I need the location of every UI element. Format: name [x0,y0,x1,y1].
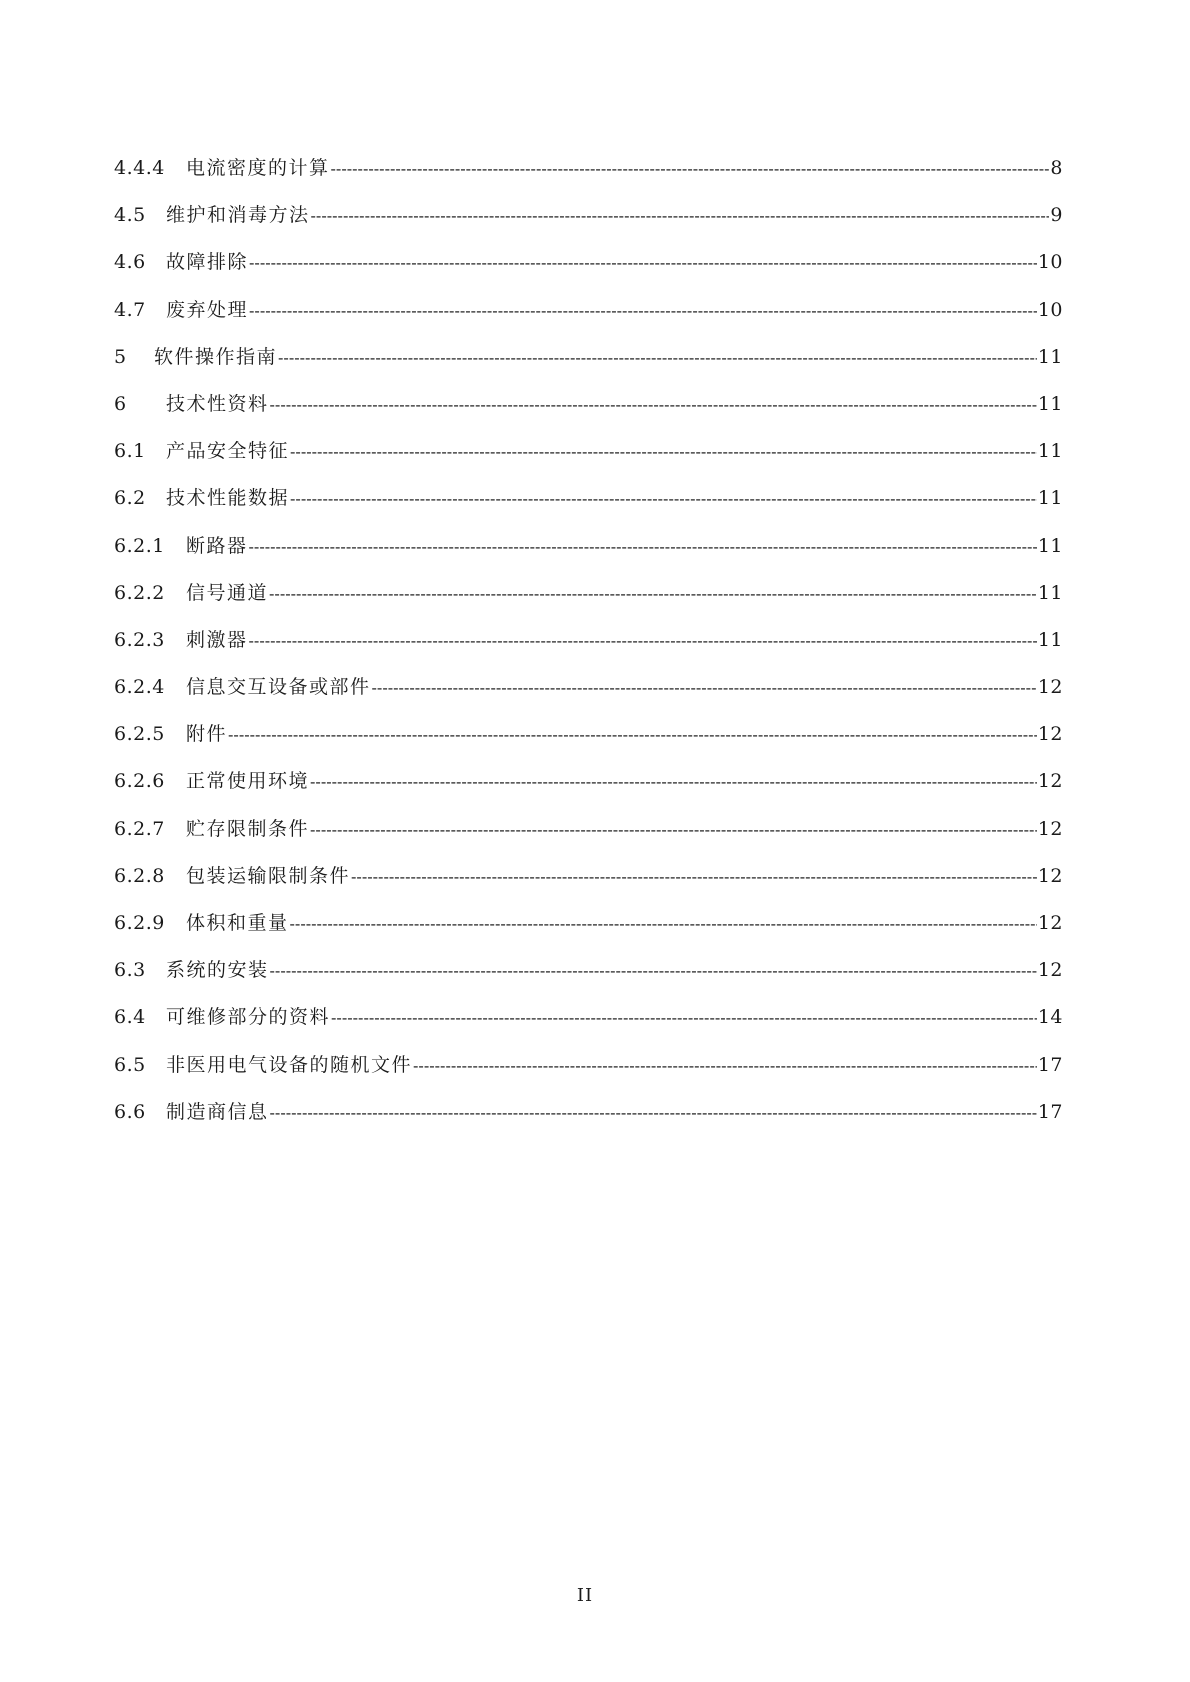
toc-leader [372,678,1037,697]
toc-leader [270,1103,1037,1122]
toc-entry-number: 6.2.9 [114,912,165,934]
toc-leader [290,442,1037,461]
toc-entry[interactable] [114,814,1063,861]
toc-leader [290,914,1037,933]
toc-entry[interactable] [114,672,1063,719]
toc-entry-number: 4.7 [114,298,146,321]
toc-entry-page: 17 [1037,1100,1063,1123]
toc-leader [270,961,1037,980]
toc-entry-page: 12 [1037,817,1063,840]
toc-entry[interactable] [114,389,1063,436]
toc-leader [311,206,1050,225]
toc-entry-page: 8 [1050,157,1063,179]
toc-entry-page: 14 [1037,1006,1063,1029]
toc-leader [278,348,1037,367]
toc-entry-title: 可维修部分的资料 [166,1006,331,1029]
toc-entry-title: 信息交互设备或部件 [186,676,371,699]
toc-entry[interactable] [114,436,1063,483]
toc-entry-title: 刺激器 [186,628,248,651]
page-number: II [576,1585,594,1606]
toc-entry-page: 11 [1037,581,1063,604]
toc-entry-number: 6.6 [114,1100,146,1123]
toc-entry-page: 11 [1037,534,1063,557]
toc-entry-page: 11 [1037,487,1063,510]
toc-entry-page: 11 [1037,345,1063,368]
toc-entry-page: 12 [1037,912,1063,934]
toc-entry-page: 12 [1037,864,1063,887]
toc-entry-page: 11 [1037,628,1063,651]
toc-leader [228,725,1037,744]
toc-entry-page: 10 [1037,298,1063,321]
toc-entry-number: 6.2.2 [114,581,165,604]
toc-entry-title: 断路器 [186,534,248,557]
toc-leader [310,772,1037,791]
toc-leader [249,537,1037,556]
toc-entry[interactable] [114,342,1063,389]
table-of-contents [114,153,1063,1144]
toc-entry-number: 4.6 [114,251,146,274]
toc-entry-page: 9 [1050,204,1063,227]
toc-entry[interactable] [114,908,1063,955]
toc-entry-number: 6.2.4 [114,676,165,699]
toc-entry-page: 11 [1037,392,1063,415]
toc-entry-number: 6.2 [114,487,146,510]
toc-entry-number: 6 [114,392,127,415]
toc-leader [331,1008,1037,1027]
toc-entry-number: 4.5 [114,204,146,227]
toc-entry-title: 系统的安装 [166,959,269,982]
toc-entry-number: 6.2.6 [114,770,165,793]
toc-entry-title: 正常使用环境 [186,770,310,793]
toc-entry[interactable] [114,719,1063,766]
toc-entry-page: 11 [1037,440,1063,463]
toc-entry[interactable] [114,295,1063,342]
toc-entry[interactable] [114,578,1063,625]
toc-leader [269,584,1037,603]
toc-entry[interactable] [114,955,1063,1002]
toc-entry[interactable] [114,1050,1063,1097]
toc-leader [249,631,1037,650]
toc-entry-page: 12 [1037,770,1063,793]
toc-entry[interactable] [114,625,1063,672]
toc-entry-title: 信号通道 [186,581,269,604]
toc-leader [290,489,1037,508]
toc-entry-page: 17 [1037,1053,1063,1076]
toc-entry[interactable] [114,766,1063,813]
toc-entry-title: 技术性能数据 [166,487,290,510]
toc-entry[interactable] [114,1002,1063,1049]
toc-entry-page: 12 [1037,723,1063,746]
toc-entry[interactable] [114,1097,1063,1144]
toc-entry-number: 6.4 [114,1006,146,1029]
toc-entry-number: 6.1 [114,440,146,463]
toc-entry-number: 5 [114,345,127,368]
toc-entry-number: 6.2.5 [114,723,165,746]
toc-entry-title: 包装运输限制条件 [186,864,351,887]
toc-leader [249,301,1037,320]
toc-leader [270,395,1037,414]
toc-entry[interactable] [114,200,1063,247]
toc-entry-number: 6.2.1 [114,534,165,557]
toc-entry-number: 6.2.8 [114,864,165,887]
toc-entry-number: 6.5 [114,1053,146,1076]
toc-leader [413,1056,1037,1075]
toc-entry-title: 软件操作指南 [154,345,278,368]
toc-entry-page: 12 [1037,959,1063,982]
toc-entry-title: 制造商信息 [166,1100,269,1123]
toc-entry-number: 4.4.4 [114,157,165,179]
toc-entry[interactable] [114,153,1063,200]
toc-entry-title: 电流密度的计算 [186,157,330,179]
toc-entry-title: 技术性资料 [166,392,269,415]
toc-entry-number: 6.3 [114,959,146,982]
toc-entry-title: 废弃处理 [166,298,249,321]
toc-entry-page: 10 [1037,251,1063,274]
toc-entry[interactable] [114,247,1063,294]
toc-entry[interactable] [114,861,1063,908]
toc-entry-title: 附件 [186,723,228,746]
toc-entry-number: 6.2.3 [114,628,165,651]
toc-leader [351,867,1037,886]
toc-entry-title: 产品安全特征 [166,440,290,463]
toc-entry[interactable] [114,531,1063,578]
toc-entry[interactable] [114,483,1063,530]
toc-leader [249,253,1037,272]
toc-entry-title: 体积和重量 [186,912,289,934]
toc-entry-title: 故障排除 [166,251,249,274]
toc-entry-title: 维护和消毒方法 [166,204,310,227]
toc-entry-title: 非医用电气设备的随机文件 [166,1053,413,1076]
toc-leader [331,159,1050,178]
toc-leader [310,820,1037,839]
toc-entry-number: 6.2.7 [114,817,165,840]
toc-entry-page: 12 [1037,676,1063,699]
toc-entry-title: 贮存限制条件 [186,817,310,840]
